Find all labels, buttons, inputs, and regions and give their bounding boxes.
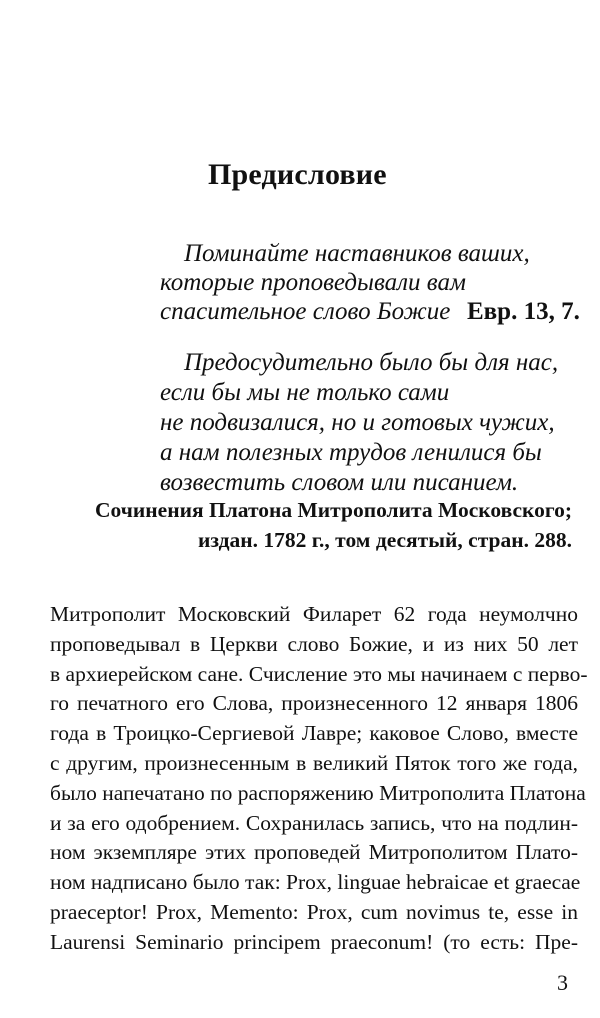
body-line: Laurensi Seminario principem praeconum! (то есть: Пре- <box>50 929 578 954</box>
body-line: praeceptor! Prox, Memento: Prox, cum novimus te, esse in <box>50 899 578 924</box>
epigraph-line: Предосудительно было бы для нас, <box>184 349 559 376</box>
body-line <box>50 600 578 630</box>
body-line: и за его одобрением. Сохранилась запись, что на подлин- <box>50 810 578 835</box>
body-line: года в Троицко-Сергиевой Лавре; каковое Слово, вместе <box>50 721 578 746</box>
epigraph-line: а нам полезных трудов ленилися бы <box>160 439 542 466</box>
body-line: ном надписано было так: Prox, linguae hebraicae et graecae <box>50 870 581 895</box>
epigraph-line: Поминайте наставников ваших, <box>184 240 530 267</box>
body-paragraph <box>50 600 588 958</box>
epigraph-line: возвестить словом или писанием. <box>160 469 519 496</box>
epigraph-reference: Евр. 13, 7. <box>467 298 580 325</box>
body-line: проповедывал в Церкви слово Божие, и из них 50 лет <box>50 631 578 656</box>
epigraph-source: Сочинения Платона Митрополита Московского; <box>95 498 572 522</box>
body-line: го печатного его Слова, произнесенного 12 января 1806 <box>50 691 578 716</box>
page-number: 3 <box>557 970 568 995</box>
epigraph-line: которые проповедывали вам <box>160 269 466 296</box>
body-line: ном экземпляре этих проповедей Митрополитом Плато- <box>50 840 578 865</box>
page-title: Предисловие <box>208 158 387 191</box>
epigraph-source: издан. 1782 г., том десятый, стран. 288. <box>197 528 572 552</box>
body-line: было напечатано по распоряжению Митрополита Платона <box>50 780 586 805</box>
body-line: с другим, произнесенным в великий Пяток того же года, <box>50 750 578 775</box>
epigraph-line: если бы мы не только сами <box>160 379 450 406</box>
body-line: в архиерейском сане. Счисление это мы начинаем с перво- <box>50 661 588 686</box>
body-line-text: Митрополит Московский Филарет 62 года неумолчно <box>50 602 578 626</box>
epigraph-line: спасительное слово Божие <box>160 298 451 325</box>
epigraph-line: не подвизалися, но и готовых чужих, <box>160 409 555 436</box>
